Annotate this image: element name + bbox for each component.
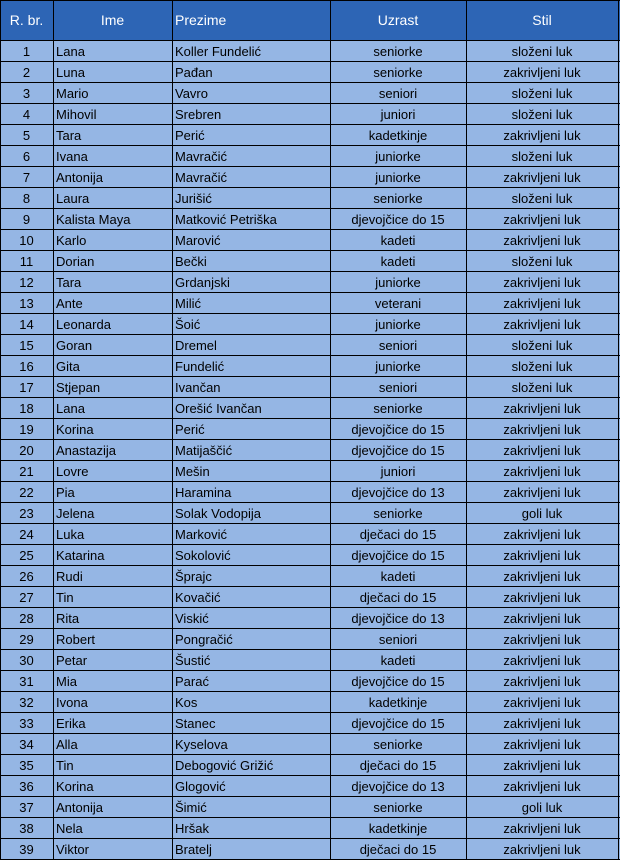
table-row [0, 629, 620, 650]
grid-hline [0, 61, 620, 62]
cell-ime[interactable]: Robert [56, 632, 96, 647]
cell-rbr[interactable]: 1 [22, 44, 31, 59]
cell-uzrast[interactable]: djevojčice do 15 [351, 443, 445, 458]
cell-stil[interactable]: zakrivljeni luk [503, 569, 581, 584]
cell-stil[interactable]: zakrivljeni luk [503, 485, 581, 500]
grid-hline [0, 544, 620, 545]
grid-hline [0, 460, 620, 461]
grid-hline [0, 796, 620, 797]
grid-hline [0, 313, 620, 314]
cell-prezime[interactable]: Perić [175, 422, 205, 437]
grid-vline [618, 0, 619, 860]
table-row [0, 503, 620, 524]
table-row [0, 776, 620, 797]
cell-prezime[interactable]: Hršak [175, 821, 209, 836]
cell-stil[interactable]: zakrivljeni luk [503, 716, 581, 731]
cell-ime[interactable]: Laura [56, 191, 90, 206]
cell-stil[interactable]: zakrivljeni luk [503, 737, 581, 752]
cell-rbr[interactable]: 2 [22, 65, 31, 80]
cell-ime[interactable]: Rita [56, 611, 80, 626]
cell-ime[interactable]: Korina [56, 779, 94, 794]
cell-rbr[interactable]: 4 [22, 107, 31, 122]
cell-prezime[interactable]: Sokolović [175, 548, 231, 563]
cell-rbr[interactable]: 13 [19, 296, 34, 311]
cell-ime[interactable]: Mario [56, 86, 89, 101]
cell-ime[interactable]: Ivona [56, 695, 88, 710]
cell-ime[interactable]: Mia [56, 674, 77, 689]
cell-ime[interactable]: Karlo [56, 233, 87, 248]
cell-ime[interactable]: Luna [56, 65, 85, 80]
cell-ime[interactable]: Tara [56, 128, 82, 143]
cell-ime[interactable]: Stjepan [56, 380, 101, 395]
table-row [0, 839, 620, 860]
cell-uzrast[interactable]: djevojčice do 13 [351, 485, 445, 500]
cell-uzrast[interactable]: juniorke [375, 149, 421, 164]
table-row [0, 440, 620, 461]
grid-hline [0, 187, 620, 188]
table-row [0, 146, 620, 167]
table-row [0, 398, 620, 419]
cell-rbr[interactable]: 32 [19, 695, 34, 710]
grid-hline [0, 355, 620, 356]
cell-rbr[interactable]: 34 [19, 737, 34, 752]
table-row [0, 188, 620, 209]
cell-prezime[interactable]: Šprajc [175, 569, 212, 584]
grid-hline [0, 775, 620, 776]
cell-rbr[interactable]: 20 [19, 443, 34, 458]
cell-uzrast[interactable]: kadeti [380, 569, 416, 584]
grid-hline [0, 0, 620, 1]
cell-prezime[interactable]: Šustić [175, 653, 211, 668]
cell-uzrast[interactable]: seniorke [373, 191, 423, 206]
cell-uzrast[interactable]: seniorke [373, 44, 423, 59]
grid-hline [0, 397, 620, 398]
cell-stil[interactable]: zakrivljeni luk [503, 611, 581, 626]
cell-rbr[interactable]: 26 [19, 569, 34, 584]
cell-prezime[interactable]: Pongračić [175, 632, 233, 647]
cell-stil[interactable]: zakrivljeni luk [503, 632, 581, 647]
cell-rbr[interactable]: 19 [19, 422, 34, 437]
table-row [0, 461, 620, 482]
cell-ime[interactable]: Lana [56, 44, 85, 59]
cell-stil[interactable]: složeni luk [511, 44, 573, 59]
cell-ime[interactable]: Lana [56, 401, 85, 416]
cell-stil[interactable]: zakrivljeni luk [503, 443, 581, 458]
cell-stil[interactable]: složeni luk [511, 380, 573, 395]
cell-stil[interactable]: zakrivljeni luk [503, 590, 581, 605]
cell-ime[interactable]: Tin [56, 590, 74, 605]
cell-uzrast[interactable]: djevojčice do 15 [351, 716, 445, 731]
cell-stil[interactable]: zakrivljeni luk [503, 212, 581, 227]
grid-hline [0, 754, 620, 755]
cell-stil[interactable]: zakrivljeni luk [503, 65, 581, 80]
grid-hline [0, 208, 620, 209]
table-row [0, 608, 620, 629]
cell-prezime[interactable]: Haramina [175, 485, 232, 500]
cell-rbr[interactable]: 10 [19, 233, 34, 248]
grid-hline [0, 376, 620, 377]
grid-hline [0, 334, 620, 335]
cell-stil[interactable]: goli luk [521, 506, 563, 521]
header-stil[interactable]: Stil [532, 12, 552, 28]
cell-prezime[interactable]: Marović [175, 233, 221, 248]
table-row [0, 293, 620, 314]
cell-rbr[interactable]: 25 [19, 548, 34, 563]
cell-uzrast[interactable]: djevojčice do 15 [351, 212, 445, 227]
table-row [0, 482, 620, 503]
cell-ime[interactable]: Pia [56, 485, 75, 500]
cell-stil[interactable]: zakrivljeni luk [503, 653, 581, 668]
cell-prezime[interactable]: Kyselova [175, 737, 228, 752]
cell-stil[interactable]: zakrivljeni luk [503, 128, 581, 143]
cell-prezime[interactable]: Vavro [175, 86, 208, 101]
table-row [0, 377, 620, 398]
grid-hline [0, 628, 620, 629]
cell-rbr[interactable]: 15 [19, 338, 34, 353]
cell-uzrast[interactable]: seniorke [373, 506, 423, 521]
cell-stil[interactable]: složeni luk [511, 254, 573, 269]
cell-rbr[interactable]: 39 [19, 842, 34, 857]
grid-vline [466, 0, 467, 860]
cell-uzrast[interactable]: seniori [378, 380, 418, 395]
cell-uzrast[interactable]: kadeti [380, 254, 416, 269]
cell-ime[interactable]: Tara [56, 275, 82, 290]
cell-stil[interactable]: složeni luk [511, 359, 573, 374]
cell-stil[interactable]: zakrivljeni luk [503, 758, 581, 773]
cell-uzrast[interactable]: djevojčice do 15 [351, 674, 445, 689]
cell-ime[interactable]: Leonarda [56, 317, 111, 332]
grid-hline [0, 565, 620, 566]
cell-stil[interactable]: zakrivljeni luk [503, 464, 581, 479]
cell-uzrast[interactable]: kadeti [380, 233, 416, 248]
cell-stil[interactable]: zakrivljeni luk [503, 275, 581, 290]
cell-stil[interactable]: zakrivljeni luk [503, 548, 581, 563]
table-row [0, 83, 620, 104]
cell-stil[interactable]: složeni luk [511, 107, 573, 122]
cell-prezime[interactable]: Bečki [175, 254, 207, 269]
cell-uzrast[interactable]: dječaci do 15 [359, 758, 437, 773]
cell-ime[interactable]: Nela [56, 821, 83, 836]
cell-uzrast[interactable]: seniori [378, 338, 418, 353]
grid-hline [0, 40, 620, 41]
grid-hline [0, 691, 620, 692]
grid-hline [0, 733, 620, 734]
table-row [0, 671, 620, 692]
cell-prezime[interactable]: Fundelić [175, 359, 225, 374]
table-row [0, 692, 620, 713]
cell-rbr[interactable]: 7 [22, 170, 31, 185]
cell-ime[interactable]: Viktor [56, 842, 89, 857]
grid-hline [0, 103, 620, 104]
cell-rbr[interactable]: 23 [19, 506, 34, 521]
cell-prezime[interactable]: Srebren [175, 107, 222, 122]
cell-prezime[interactable]: Ivančan [175, 380, 221, 395]
cell-rbr[interactable]: 38 [19, 821, 34, 836]
cell-uzrast[interactable]: djevojčice do 13 [351, 611, 445, 626]
cell-ime[interactable]: Erika [56, 716, 86, 731]
cell-prezime[interactable]: Milić [175, 296, 201, 311]
grid-hline [0, 817, 620, 818]
grid-hline [0, 481, 620, 482]
cell-ime[interactable]: Ante [56, 296, 83, 311]
cell-prezime[interactable]: Pađan [175, 65, 213, 80]
cell-stil[interactable]: složeni luk [511, 149, 573, 164]
grid-hline [0, 145, 620, 146]
cell-uzrast[interactable]: juniorke [375, 275, 421, 290]
cell-stil[interactable]: zakrivljeni luk [503, 821, 581, 836]
grid-hline [0, 229, 620, 230]
cell-uzrast[interactable]: kadetkinje [368, 821, 428, 836]
grid-hline [0, 712, 620, 713]
cell-ime[interactable]: Lovre [56, 464, 89, 479]
cell-uzrast[interactable]: dječaci do 15 [359, 590, 437, 605]
cell-prezime[interactable]: Mešin [175, 464, 210, 479]
cell-stil[interactable]: zakrivljeni luk [503, 401, 581, 416]
cell-uzrast[interactable]: seniori [378, 86, 418, 101]
cell-ime[interactable]: Tin [56, 758, 74, 773]
cell-uzrast[interactable]: djevojčice do 15 [351, 422, 445, 437]
table-row [0, 209, 620, 230]
cell-stil[interactable]: zakrivljeni luk [503, 422, 581, 437]
cell-ime[interactable]: Mihovil [56, 107, 97, 122]
table-row [0, 62, 620, 83]
cell-ime[interactable]: Anastazija [56, 443, 116, 458]
header-uzrast[interactable]: Uzrast [377, 12, 419, 28]
grid-hline [0, 271, 620, 272]
cell-prezime[interactable]: Dremel [175, 338, 217, 353]
table-row [0, 755, 620, 776]
header-rbr[interactable]: R. br. [9, 12, 44, 28]
cell-rbr[interactable]: 14 [19, 317, 34, 332]
grid-hline [0, 502, 620, 503]
cell-rbr[interactable]: 24 [19, 527, 34, 542]
cell-rbr[interactable]: 29 [19, 632, 34, 647]
cell-prezime[interactable]: Koller Fundelić [175, 44, 261, 59]
cell-prezime[interactable]: Grdanjski [175, 275, 230, 290]
cell-prezime[interactable]: Kovačić [175, 590, 221, 605]
table-row [0, 650, 620, 671]
cell-prezime[interactable]: Bratelj [175, 842, 212, 857]
grid-hline [0, 523, 620, 524]
grid-vline [330, 0, 331, 860]
cell-uzrast[interactable]: seniori [378, 632, 418, 647]
cell-ime[interactable]: Antonija [56, 170, 103, 185]
cell-prezime[interactable]: Debogović Grižić [175, 758, 274, 773]
cell-rbr[interactable]: 16 [19, 359, 34, 374]
cell-rbr[interactable]: 36 [19, 779, 34, 794]
cell-ime[interactable]: Korina [56, 422, 94, 437]
cell-prezime[interactable]: Kos [175, 695, 198, 710]
cell-prezime[interactable]: Marković [175, 527, 228, 542]
cell-uzrast[interactable]: kadetkinje [368, 128, 428, 143]
table-row [0, 251, 620, 272]
grid-hline [0, 124, 620, 125]
cell-ime[interactable]: Dorian [56, 254, 95, 269]
cell-stil[interactable]: složeni luk [511, 86, 573, 101]
table-row [0, 419, 620, 440]
header-prezime[interactable]: Prezime [175, 12, 227, 28]
cell-stil[interactable]: zakrivljeni luk [503, 842, 581, 857]
cell-prezime[interactable]: Viskić [175, 611, 209, 626]
grid-hline [0, 250, 620, 251]
cell-ime[interactable]: Jelena [56, 506, 95, 521]
cell-rbr[interactable]: 8 [22, 191, 31, 206]
cell-rbr[interactable]: 12 [19, 275, 34, 290]
table-row [0, 818, 620, 839]
grid-vline [172, 0, 173, 860]
cell-rbr[interactable]: 30 [19, 653, 34, 668]
table-row [0, 272, 620, 293]
cell-prezime[interactable]: Stanec [175, 716, 216, 731]
cell-prezime[interactable]: Šoić [175, 317, 201, 332]
grid-hline [0, 607, 620, 608]
cell-ime[interactable]: Kalista Maya [56, 212, 131, 227]
grid-hline [0, 838, 620, 839]
cell-rbr[interactable]: 22 [19, 485, 34, 500]
grid-hline [0, 292, 620, 293]
table-row [0, 104, 620, 125]
cell-ime[interactable]: Gita [56, 359, 80, 374]
grid-hline [0, 670, 620, 671]
cell-uzrast[interactable]: djevojčice do 13 [351, 779, 445, 794]
grid-hline [0, 418, 620, 419]
table-row [0, 167, 620, 188]
table-row [0, 356, 620, 377]
cell-uzrast[interactable]: juniorke [375, 170, 421, 185]
table-row [0, 41, 620, 62]
cell-stil[interactable]: goli luk [521, 800, 563, 815]
grid-hline [0, 649, 620, 650]
grid-hline [0, 586, 620, 587]
cell-stil[interactable]: složeni luk [511, 191, 573, 206]
cell-rbr[interactable]: 35 [19, 758, 34, 773]
cell-stil[interactable]: zakrivljeni luk [503, 317, 581, 332]
table-row [0, 797, 620, 818]
cell-uzrast[interactable]: kadetkinje [368, 695, 428, 710]
table-row [0, 314, 620, 335]
cell-ime[interactable]: Antonija [56, 800, 103, 815]
cell-uzrast[interactable]: dječaci do 15 [359, 527, 437, 542]
cell-stil[interactable]: zakrivljeni luk [503, 674, 581, 689]
cell-rbr[interactable]: 27 [19, 590, 34, 605]
table-row [0, 125, 620, 146]
table-row [0, 734, 620, 755]
table-row [0, 587, 620, 608]
cell-prezime[interactable]: Šimić [175, 800, 207, 815]
cell-uzrast[interactable]: seniorke [373, 800, 423, 815]
table-row [0, 545, 620, 566]
table-row [0, 713, 620, 734]
cell-prezime[interactable]: Jurišić [175, 191, 212, 206]
cell-rbr[interactable]: 3 [22, 86, 31, 101]
cell-rbr[interactable]: 6 [22, 149, 31, 164]
cell-rbr[interactable]: 37 [19, 800, 34, 815]
cell-ime[interactable]: Petar [56, 653, 88, 668]
cell-prezime[interactable]: Orešić Ivančan [175, 401, 262, 416]
cell-uzrast[interactable]: dječaci do 15 [359, 842, 437, 857]
table-row [0, 566, 620, 587]
cell-prezime[interactable]: Matijaščić [175, 443, 233, 458]
cell-ime[interactable]: Ivana [56, 149, 88, 164]
cell-stil[interactable]: složeni luk [511, 338, 573, 353]
cell-prezime[interactable]: Perić [175, 128, 205, 143]
grid-hline [0, 82, 620, 83]
cell-rbr[interactable]: 31 [19, 674, 34, 689]
cell-ime[interactable]: Alla [56, 737, 78, 752]
cell-prezime[interactable]: Mavračić [175, 170, 228, 185]
header-row [0, 0, 620, 41]
cell-rbr[interactable]: 21 [19, 464, 34, 479]
cell-stil[interactable]: zakrivljeni luk [503, 779, 581, 794]
cell-rbr[interactable]: 18 [19, 401, 34, 416]
cell-rbr[interactable]: 5 [22, 128, 31, 143]
cell-ime[interactable]: Katarina [56, 548, 105, 563]
cell-stil[interactable]: zakrivljeni luk [503, 296, 581, 311]
cell-stil[interactable]: zakrivljeni luk [503, 695, 581, 710]
grid-hline [0, 166, 620, 167]
cell-uzrast[interactable]: seniorke [373, 737, 423, 752]
header-ime[interactable]: Ime [100, 12, 125, 28]
cell-ime[interactable]: Goran [56, 338, 93, 353]
cell-rbr[interactable]: 33 [19, 716, 34, 731]
cell-uzrast[interactable]: juniorke [375, 317, 421, 332]
cell-rbr[interactable]: 17 [19, 380, 34, 395]
grid-vline [53, 0, 54, 860]
cell-rbr[interactable]: 11 [19, 254, 34, 269]
table-row [0, 524, 620, 545]
cell-uzrast[interactable]: juniorke [375, 359, 421, 374]
cell-uzrast[interactable]: juniori [380, 107, 416, 122]
grid-vline [0, 0, 1, 860]
cell-prezime[interactable]: Glogović [175, 779, 226, 794]
cell-rbr[interactable]: 9 [22, 212, 31, 227]
cell-stil[interactable]: zakrivljeni luk [503, 527, 581, 542]
cell-stil[interactable]: zakrivljeni luk [503, 170, 581, 185]
cell-ime[interactable]: Luka [56, 527, 85, 542]
grid-hline [0, 439, 620, 440]
table-row [0, 335, 620, 356]
cell-rbr[interactable]: 28 [19, 611, 34, 626]
cell-ime[interactable]: Rudi [56, 569, 83, 584]
cell-uzrast[interactable]: kadeti [380, 653, 416, 668]
cell-uzrast[interactable]: veterani [374, 296, 422, 311]
cell-prezime[interactable]: Solak Vodopija [175, 506, 262, 521]
cell-uzrast[interactable]: juniori [380, 464, 416, 479]
cell-uzrast[interactable]: seniorke [373, 65, 423, 80]
cell-uzrast[interactable]: seniorke [373, 401, 423, 416]
cell-uzrast[interactable]: djevojčice do 15 [351, 548, 445, 563]
cell-prezime[interactable]: Mavračić [175, 149, 228, 164]
table-row [0, 230, 620, 251]
cell-prezime[interactable]: Parać [175, 674, 209, 689]
cell-stil[interactable]: zakrivljeni luk [503, 233, 581, 248]
cell-prezime[interactable]: Matković Petriška [175, 212, 277, 227]
